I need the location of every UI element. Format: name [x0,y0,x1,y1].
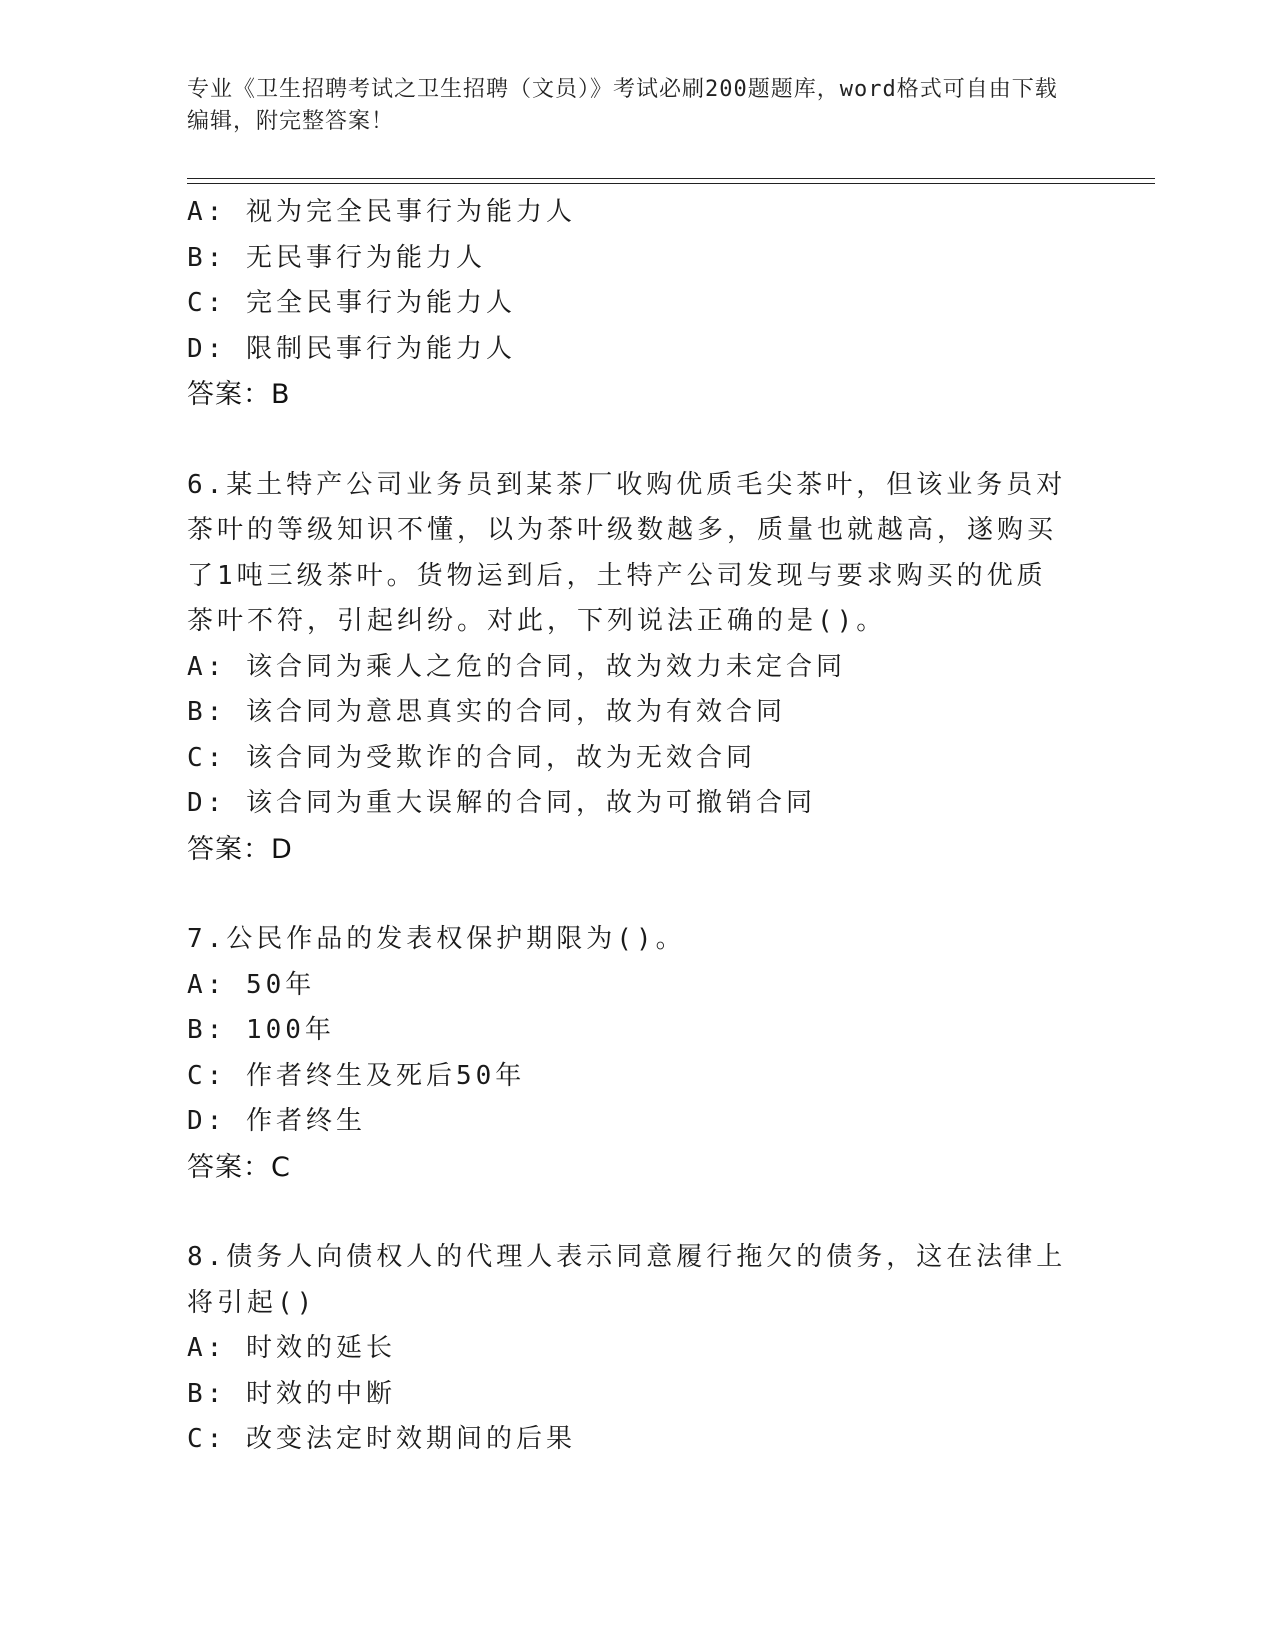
question-block-7 [187,917,1067,1190]
option-a: A: 50年 [187,969,316,1000]
option-b: B: 时效的中断 [187,1378,396,1409]
header-rule-bottom [187,183,1155,184]
option-d: D: 作者终生 [187,1106,366,1136]
spacer [187,418,1067,463]
option-c: C: 改变法定时效期间的后果 [187,1424,576,1454]
answer-label: 答案：D [187,833,293,865]
option-c: C: 该合同为受欺诈的合同，故为无效合同 [187,742,756,773]
header-rule-top [187,178,1155,179]
option-c: C: 作者终生及死后50年 [187,1060,526,1091]
answer-label: 答案：C [187,1151,291,1183]
document-header: 专业《卫生招聘考试之卫生招聘（文员）》考试必刷200题题库，word格式可自由下载编辑，附完整答案！ [187,77,1058,134]
document-body [187,190,1067,1463]
question-block-6 [187,463,1067,873]
question-text: 7.公民作品的发表权保护期限为()。 [187,924,686,954]
option-b: B: 100年 [187,1015,335,1045]
option-d: D: 该合同为重大误解的合同，故为可撤销合同 [187,788,816,818]
option-d: D: 限制民事行为能力人 [187,333,516,364]
question-block-8 [187,1235,1067,1463]
option-b: B: 该合同为意思真实的合同，故为有效合同 [187,697,786,727]
spacer [187,872,1067,917]
answer-label: 答案：B [187,379,291,410]
spacer [187,1190,1067,1235]
option-a: A: 视为完全民事行为能力人 [187,197,576,227]
option-a: A: 该合同为乘人之危的合同，故为效力未定合同 [187,651,846,682]
option-c: C: 完全民事行为能力人 [187,288,516,318]
option-b: B: 无民事行为能力人 [187,242,486,273]
question-text: 6.某土特产公司业务员到某茶厂收购优质毛尖茶叶，但该业务员对茶叶的等级知识不懂，以为茶叶级数越多，质量也就越高，遂购买了1吨三级茶叶。货物运到后，土特产公司发现与要求购买的优质茶叶不符，引起纠纷。对此，下列说法正确的是()。 [187,469,1067,636]
question-block-prev [187,190,1067,418]
question-text: 8.债务人向债权人的代理人表示同意履行拖欠的债务，这在法律上将引起() [187,1242,1067,1318]
option-a: A: 时效的延长 [187,1333,396,1363]
